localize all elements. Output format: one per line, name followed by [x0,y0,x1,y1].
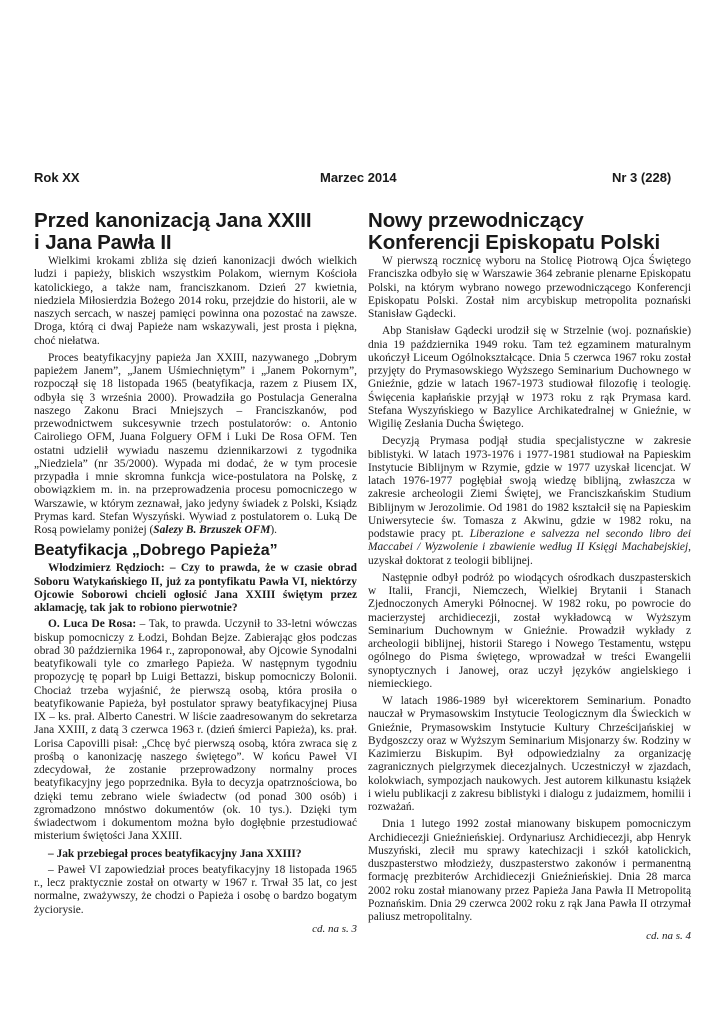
right-paragraph-2: Abp Stanisław Gądecki urodził się w Strzelnie (woj. poznańskie) dnia 19 października 1949 roku. Tam też egzaminem maturalnym ukończył Liceum Ogólnokształcące. Dnia 5 czerwca 1967 roku został przyjęty do Prymasowskiego Wyższego Seminarium Duchownego w Gnieźnie, gdzie w latach 1967-1973 studiował filozofię i teologię. Święcenia kapłańskie przyjął w 1973 roku z rąk Prymasa kard. Stefana Wyszyńskiego w Bazylice Archikatedralnej w Gnieźnie, w Wigilię Zesłania Ducha Świętego. [368,325,691,430]
right-paragraph-6: Dnia 1 lutego 1992 został mianowany biskupem pomocniczym Archidiecezji Gnieźnieńskiej. Ordynariusz Archidiecezji, abp Henryk Muszyński, zlecił mu sprawy katechizacji i szkół katolickich, duszpasterstwo młodzieży, duszpasterstwo zakonów i permanentną formację prezbiterów Archidiecezji Gnieźnieńskiej. Dnia 28 marca 2002 roku został mianowany przez Papieża Jana Pawła II Metropolitą Poznańskim. Dnia 29 czerwca 2002 roku z rąk Jana Pawła II otrzymał paliusz metropolitalny. [368,818,691,923]
left-paragraph-2 [34,352,357,538]
interview-question-2: – Jak przebiegał proces beatyfikacyjny Jana XXIII? [48,847,302,860]
left-title-line1: Przed kanonizacją Jana XXIII [34,209,312,232]
year-label: Rok XX [34,170,80,185]
left-article-title [34,210,357,254]
right-column [368,210,691,944]
interview-answer-1 [34,618,357,843]
right-article-title [368,210,691,254]
answer-speaker: O. Luca De Rosa: [48,618,137,631]
issue-number: Nr 3 (228) [612,170,672,185]
left-paragraph-2-text: Proces beatyfikacyjny papieża Jan XXIII, nazywanego „Dobrym papieżem Janem”, „Janem Uśmiechniętym” i „Janem Pokornym”, rozpoczął się 18 listopada 1965 (beatyfikacja, razem z Piusem IX, odbyła się 3 września 2000). Prowadziła go Postulacja Generalna naszego Zakonu Braci Mniejszych – Franciszkanów, pod przewodnictwem sukcesywnie trzech postulatorów: o. Antonio Cairoliego OFM, Juana Folguery OFM i Luki De Rosa OFM. Ten ostatni udzielił wywiadu naszemu dziennikarzowi z tygodnika „Niedziela” (nr 35/2000). Wypada mi dodać, że w tym procesie przypadła i mnie skromna funkcja wice-postulatora na Polskę, z obowiązkiem m. in. na przeprowadzenia procesu pomocniczego w Warszawie, w którym zeznawał, jako jedyny świadek z Polski, Ksiądz Prymas kard. Stefan Wyszyński. Wywiad z postulatorem o. Luką De Rosą powielamy poniżej ( [34,351,357,536]
right-continued-note: cd. na s. 4 [646,930,691,943]
left-continued-note: cd. na s. 3 [312,922,357,935]
interview-answer-2: – Paweł VI zapowiedział proces beatyfikacyjny 18 listopada 1965 r., lecz praktycznie został on otwarty w 1967 r. Trwał 35 lat, co jest normalne, zważywszy, że chodzi o Papieża i osobę o bardzo bogatym życiorysie. [34,863,357,916]
right-paragraph-3 [368,435,691,568]
left-column [34,210,357,936]
right-title-line2: Konferencji Episkopatu Polski [368,231,661,254]
month-label: Marzec 2014 [320,170,397,185]
left-paragraph-2-end: ). [270,524,278,536]
right-paragraph-3-b: , uzyskał doktorat z teologii biblijnej. [368,541,691,567]
answer-1-text: – Tak, to prawda. Uczynił to 33-letni wówczas biskup pomocniczy z Łodzi, Bohdan Bejze. Zabierając głos podczas obrad 30 października 1964 r., zaproponował, aby Ojcowie Synodalni beatyfikowali tyle co zmarłego Papieża. W następnym tygodniu propozycję tę poparł bp Luigi Bettazzi, biskup pomocniczy Bolonii. Chociaż trzeba wyjaśnić, że pierwszą osobą, która prosiła o beatyfikowanie Papieża, był postulator sprawy beatyfikacyjnej Piusa IX – ks. prał. Alberto Canestri. W liście zaadresowanym do sekretarza Jana XXIII, z datą 3 czerwca 1963 r. (dzień śmierci Papieża), ks. prał. Lorisa Capovilli pisał: „Chcę być pierwszą osobą, która zwraca się z prośbą o kanonizację naszego świętego”. W końcu Paweł VI zdecydował, że zostanie przeprowadzony normalny proces beatyfikacyjny jego poprzednika. Była to decyzja opatrznościowa, bo dzięki temu zebrano wiele świadectw (od ponad 300 osób) i zgromadzono mnóstwo dokumentów (ok. 10 tys.). Dzięki tym świadectwom i dokumentom można było dogłębnie przestudiować misterium świętości Jana XXIII. [34,618,357,843]
thesis-title: Liberazione e salvezza nel secondo libro dei Maccabei / Wyzwolenie i zbawienie według II Księgi Machabejskiej [368,528,691,554]
right-paragraph-5: W latach 1986-1989 był wicerektorem Seminarium. Ponadto nauczał w Prymasowskim Instytucie Teologicznym dla Świeckich w Gnieźnie, Prymasowskim Instytucie Kultury Chrześcijańskiej w Bydgoszczy oraz w Wyższym Seminarium Misjonarzy św. Rodziny w Kazimierzu Biskupim. Był odpowiedzialny za organizację zagranicznych pielgrzymek diecezjalnych. Uczestniczył w zjazdach, kolokwiach, sympozjach naukowych. Jest autorem kilkunastu książek i wielu publikacji z zakresu biblistyki i dialogu z judaizmem, homilii i rozważań. [368,695,691,813]
right-paragraph-4: Następnie odbył podróż po wiodących ośrodkach duszpasterskich w Italii, Francji, Niemczech, Wielkiej Brytanii i Stanach Zjednoczonych Ameryki Północnej. W 1982 roku, po powrocie do macierzystej archidiecezji, został wykładowcą w Wyższym Seminarium Duchownym w Gnieźnie. Prowadził wykłady z archeologii biblijnej, historii Starego i Nowego Testamentu, wstępu ogólnego do Pisma świętego, wprowadzał w treści Ewangelii synoptycznych i Janowej, oraz uczył języków angielskiego i niemieckiego. [368,571,691,690]
right-paragraph-1: W pierwszą rocznicę wyboru na Stolicę Piotrową Ojca Świętego Franciszka odbyło się w Warszawie 364 zebranie plenarne Episkopatu Polski, na którym wybrano nowego przewodniczącego Konferencji Episkopatu Polski. Został nim arcybiskup metropolita poznański Stanisław Gądecki. [368,255,691,320]
author-signature: Salezy B. Brzuszek OFM [153,524,271,536]
interview-question-1: Włodzimierz Rędzioch: – Czy to prawda, że w czasie obrad Soboru Watykańskiego II, już za pontyfikatu Pawła VI, niektórzy Ojcowie Soborowi chcieli ogłosić Jana XXIII świętym przez aklamację, tak jak to robiono pierwotnie? [34,562,357,614]
right-paragraph-3-a: Decyzją Prymasa podjął studia specjalistyczne w zakresie biblistyki. W latach 1973-1976 i 1977-1981 studiował na Papieskim Instytucie Biblijnym w Rzymie, gdzie w 1977 uzyskał licencjat. W latach 1976-1977 pogłębiał swoją wiedzę biblijną, zwłaszcza w zakresie archeologii Ziemi Świętej, we Franciszkańskim Studium Biblijnym w Jerozolimie. Od 1981 do 1982 kształcił się na Papieskim Uniwersytecie św. Tomasza z Akwinu, gdzie w 1982 roku, na podstawie pracy pt. [368,435,691,540]
right-title-line1: Nowy przewodniczący [368,209,584,232]
left-paragraph-1: Wielkimi krokami zbliża się dzień kanonizacji dwóch wielkich ludzi i papieży, bliskich wszystkim Polakom, wiernym Kościoła katolickiego, a także nam, franciszkanom. Dzień 27 kwietnia, niedziela Miłosierdzia Bożego 2014 roku, przejdzie do historii, ale w naszych sercach, w naszej pamięci powinna ona pozostać na zawsze. Droga, którą ci dwaj Papieże nam wskazywali, jest prosta i piękna, choć niełatwa. [34,255,357,347]
interview-subtitle: Beatyfikacja „Dobrego Papieża” [34,542,278,560]
left-title-line2: i Jana Pawła II [34,231,172,254]
